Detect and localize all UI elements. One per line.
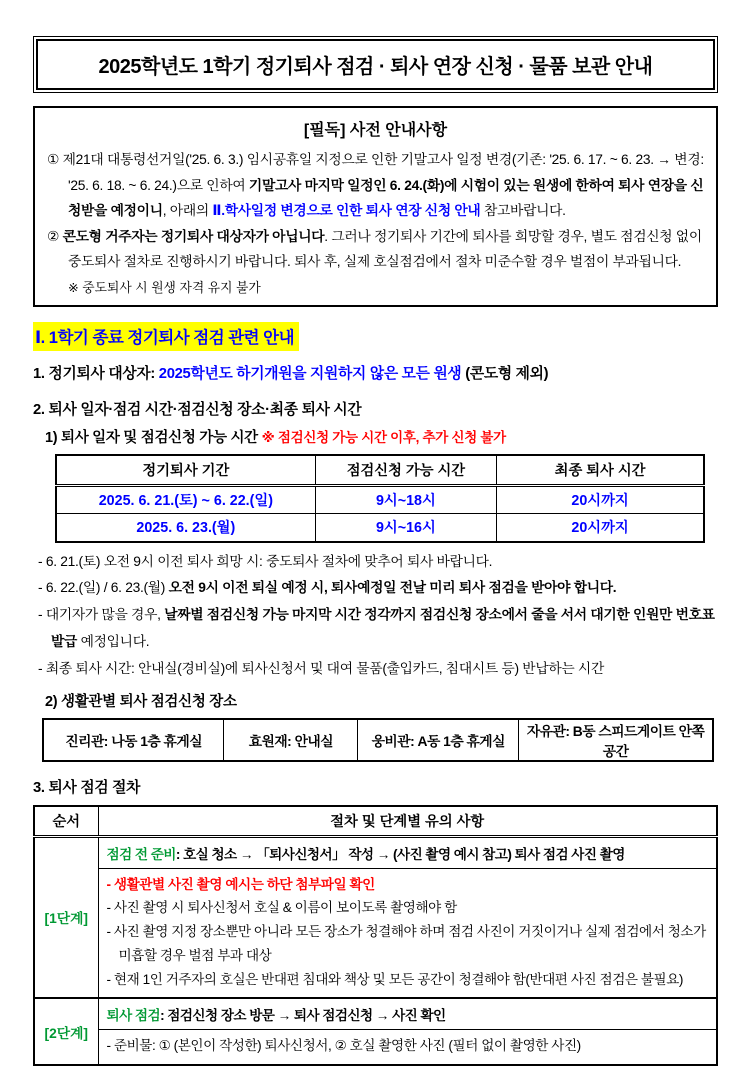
note-text: 예정입니다.: [77, 634, 150, 650]
schedule-sub1: [45, 426, 718, 447]
procedure-table: [33, 805, 718, 1066]
section1-heading: Ⅰ. 1학기 종료 정기퇴사 점검 관련 안내: [33, 322, 299, 351]
item-text: . 그러나 정기퇴사 기간에 퇴사를 희망할 경우, 별도 점검신청 없이 중도퇴사 절차로 진행하시기 바랍니다. 퇴사 후, 실제 호실점검에서 절차 미준수할 경우 벌점이 부과됩니다.: [68, 228, 702, 270]
note-text: - 대기자가 많을 경우,: [38, 607, 165, 623]
item-text-bold: 콘도형 거주자는 정기퇴사 대상자가 아닙니다: [59, 228, 325, 244]
step1-body: [98, 868, 717, 998]
target-label: 1. 정기퇴사 대상자:: [33, 365, 159, 382]
section2-reference: Ⅱ.학사일정 변경으로 인한 퇴사 연장 신청 안내: [212, 203, 481, 219]
section1: [33, 307, 718, 1066]
checkout-schedule-table: [55, 454, 705, 543]
step-bullet-warning: - 생활관별 사진 촬영 예시는 하단 첨부파일 확인: [106, 876, 375, 892]
final-time-cell: 20시까지: [497, 486, 704, 514]
table-row: [56, 486, 704, 514]
schedule-notes: [38, 549, 718, 683]
location-table: [42, 718, 714, 762]
prenotice-heading: [필독] 사전 안내사항: [303, 122, 448, 139]
target-suffix: (콘도형 제외): [461, 365, 549, 382]
step-bullet: - 사진 촬영 지정 장소뿐만 아니라 모든 장소가 청결해야 하며 점검 사진이 거짓이거나 실제 점검에서 청소가 미흡할 경우 벌점 부과 대상: [106, 924, 706, 963]
prenotice-box: [33, 106, 718, 307]
schedule-sub2: 2) 생활관별 퇴사 점검신청 장소: [45, 694, 237, 711]
item-marker: ①: [47, 152, 60, 167]
step2-title-row: [34, 998, 717, 1030]
column-header: 정기퇴사 기간: [56, 455, 315, 486]
step-title-text: : 점검신청 장소 방문 → 퇴사 점검신청 → 사진 확인: [160, 1008, 446, 1024]
table-row: [43, 719, 713, 761]
sub1-warning: ※ 점검신청 가능 시간 이후, 추가 신청 불가: [261, 429, 506, 445]
column-header: 최종 퇴사 시간: [497, 455, 704, 486]
prenotice-footnote: ※ 중도퇴사 시 원생 자격 유지 불가: [68, 279, 261, 295]
note-line: [38, 549, 718, 576]
location-cell: 진리관: 나동 1층 휴게실: [43, 719, 224, 761]
step-title-keyword: 점검 전 준비: [106, 846, 176, 862]
step1-label: [1단계]: [34, 836, 98, 998]
target-value: 2025학년도 하기개원을 지원하지 않은 모든 원생: [158, 365, 462, 382]
procedure-heading: 3. 퇴사 점검 절차: [33, 780, 141, 797]
note-line: [38, 656, 718, 683]
document-title-box: [33, 36, 718, 93]
note-text: - 6. 21.(토) 오전 9시 이전 퇴사 희망 시: 중도퇴사 절차에 맞추어 퇴사 바랍니다.: [38, 553, 493, 569]
target-line: [33, 362, 718, 383]
location-cell: 자유관: B동 스피드게이트 안쪽 공간: [519, 719, 713, 761]
item-text-bold: 기말고사 마지막 일정인 6. 24.(화)에 시험이 있는 원생에 한하여 퇴사 연장을 신청받을 예정이니: [68, 177, 704, 219]
note-text-bold: 오전 9시 이전 퇴실 예정 시, 퇴사예정일 전날 미리 퇴사 점검을 받아야 합니다.: [168, 580, 617, 596]
period-cell: 2025. 6. 21.(토) ~ 6. 22.(일): [56, 486, 315, 514]
step-title-text: : 호실 청소 → 「퇴사신청서」 작성 → (사진 촬영 예시 참고) 퇴사 점검 사진 촬영: [175, 846, 625, 862]
table-header-row: [56, 455, 704, 486]
table-row: [56, 514, 704, 542]
schedule-heading: 2. 퇴사 일자·점검 시간·점검신청 장소·최종 퇴사 시간: [33, 401, 362, 418]
step-title-keyword: 퇴사 점검: [106, 1008, 161, 1024]
item-text: 참고바랍니다.: [480, 203, 566, 219]
step-bullet: - 준비물: ① (본인이 작성한) 퇴사신청서, ② 호실 촬영한 사진 (필터 없이 촬영한 사진): [106, 1038, 581, 1054]
item-text: 제21대 대통령선거일('25. 6. 3.) 임시공휴일 지정으로 인한 기말고사 일정 변경(기존: '25. 6. 17. ~ 6. 23. → 변경: '25. 6. 18. ~ 6. 24.)으로 인하여: [59, 152, 704, 193]
sub1-label: 1) 퇴사 일자 및 점검신청 가능 시간: [45, 429, 262, 446]
final-time-cell: 20시까지: [497, 514, 704, 542]
request-time-cell: 9시~16시: [315, 514, 496, 542]
step-bullet: - 사진 촬영 시 퇴사신청서 호실 & 이름이 보이도록 촬영해야 함: [106, 900, 457, 916]
step1-title: [98, 836, 717, 868]
location-cell: 효원재: 안내실: [224, 719, 358, 761]
column-header: 순서: [34, 806, 98, 836]
note-line: [38, 575, 718, 602]
column-header: 절차 및 단계별 유의 사항: [98, 806, 717, 836]
prenotice-item-2: [47, 224, 704, 275]
note-text: - 6. 22.(일) / 6. 23.(월): [38, 580, 169, 596]
prenotice-item-1: [47, 147, 704, 224]
item-text: , 아래의: [162, 203, 213, 219]
column-header: 점검신청 가능 시간: [315, 455, 496, 486]
step1-body-row: [34, 868, 717, 998]
note-text-bold: 날짜별 점검신청 가능 마지막 시간 정각까지 점검신청 장소에서 줄을 서서 대기한 인원만 번호표 발급: [51, 607, 715, 650]
table-header-row: [34, 806, 717, 836]
note-line: [38, 602, 718, 656]
document-title: 2025학년도 1학기 정기퇴사 점검 · 퇴사 연장 신청 · 물품 보관 안내: [36, 39, 715, 90]
period-cell: 2025. 6. 23.(월): [56, 514, 315, 542]
request-time-cell: 9시~18시: [315, 486, 496, 514]
step1-title-row: [34, 836, 717, 868]
step2-label: [2단계]: [34, 998, 98, 1065]
item-marker: ②: [47, 228, 60, 244]
note-text: - 최종 퇴사 시간: 안내실(경비실)에 퇴사신청서 및 대여 물품(출입카드, 침대시트 등) 반납하는 시간: [38, 661, 604, 677]
step-bullet: - 현재 1인 거주자의 호실은 반대편 침대와 책상 및 모든 공간이 청결해야 함(반대편 사진 점검은 불필요): [106, 971, 684, 987]
step2-title: [98, 998, 717, 1030]
location-cell: 웅비관: A동 1층 휴게실: [358, 719, 519, 761]
